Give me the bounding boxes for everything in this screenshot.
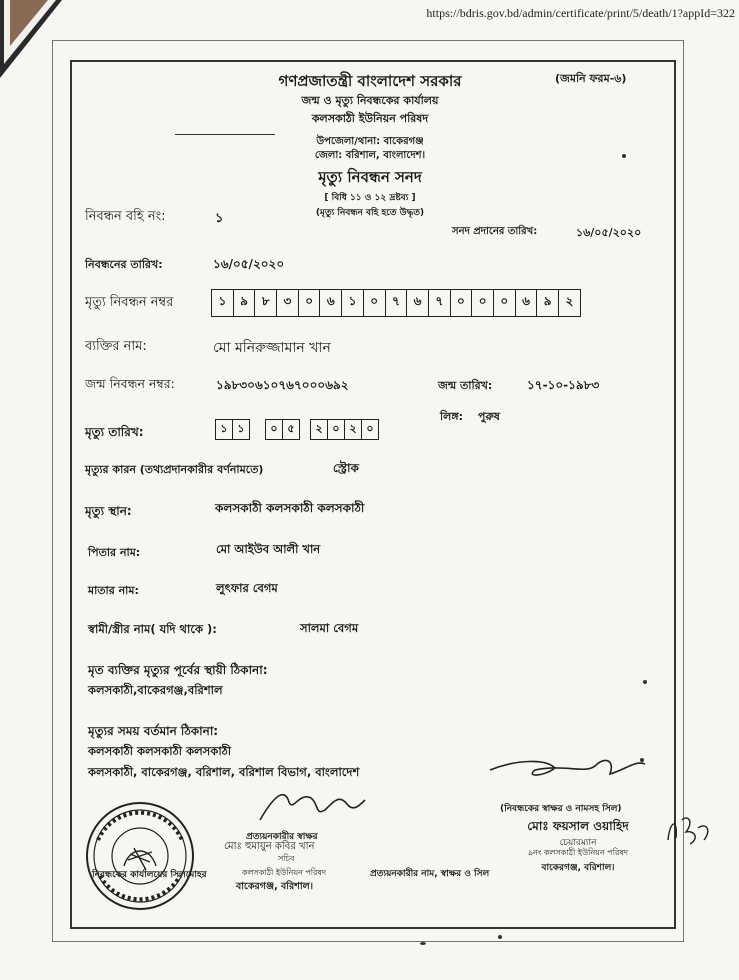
name-label: ব্যক্তির নাম:	[85, 339, 147, 354]
reg-digit: ২	[565, 294, 574, 308]
reg-digit: ৭	[386, 290, 408, 316]
speck	[640, 758, 644, 762]
date-digit: ০	[328, 420, 345, 439]
sex-label: লিঙ্গ:	[440, 410, 464, 423]
upazila: উপজেলা/থানা: বাকেরগঞ্জ	[316, 136, 424, 147]
reg-digit: ০	[451, 290, 473, 316]
register-book-label: নিবন্ধন বহি নং:	[85, 209, 166, 224]
death-reg-no-boxes	[211, 289, 581, 317]
register-book-value: ১	[215, 211, 224, 226]
mother-label: মাতার নাম:	[88, 584, 139, 597]
district: জেলা: বরিশাল, বাংলাদেশ।	[314, 150, 426, 161]
registrar-name: মোঃ ফয়সাল ওয়াহিদ	[527, 819, 629, 833]
union-parishad-name: কলসকাঠী ইউনিয়ন পরিষদ	[242, 868, 327, 877]
place-value: কলসকাঠী কলসকাঠী কলসকাঠী	[215, 501, 365, 515]
registrar-office: ৯নং কলসকাঠী ইউনিয়ন পরিষদ	[527, 848, 629, 857]
registrar-caption: (নিবন্ধকের স্বাক্ষর ও নামসহ সিল)	[500, 804, 622, 814]
date-digit: ০	[366, 422, 374, 435]
verifier-name: মোঃ হুমায়ুন কবির খান	[224, 841, 315, 852]
registration-date-value: ১৬/০৫/২০২০	[213, 257, 285, 271]
cause-label: মৃত্যুর কারন (তথ্যপ্রদানকারীর বর্ণনামতে)	[85, 463, 264, 476]
dob-value: ১৭-১০-১৯৮৩	[527, 378, 600, 392]
speck	[498, 935, 502, 939]
verifier-signature	[255, 782, 370, 827]
name-value: মো মনিরুজ্জামান খান	[213, 340, 331, 356]
father-label: পিতার নাম:	[88, 546, 141, 559]
issue-date-value: ১৬/০৫/২০২০	[576, 226, 642, 239]
registrar-title: চেয়ারম্যান	[559, 838, 597, 848]
office-seal-label: নিবন্ধকের কার্যালয়ের সিলমোহর	[92, 870, 207, 880]
reg-digit: ০	[364, 290, 386, 316]
present-address-label: মৃত্যুর সময় বর্তমান ঠিকানা:	[88, 724, 219, 738]
reg-digit: ৯	[234, 290, 256, 316]
dob-label: জন্ম তারিখ:	[438, 379, 493, 392]
mother-value: লুৎফার বেগম	[216, 581, 278, 595]
verifier-place: বাকেরগঞ্জ, বরিশাল।	[236, 881, 314, 892]
verifier-caption: প্রত্যয়নকারীর স্বাক্ষর	[246, 832, 318, 842]
registration-date-label: নিবন্ধনের তারিখ:	[85, 258, 163, 271]
speck	[622, 154, 626, 158]
present-address-line-1: কলসকাঠী কলসকাঠী কলসকাঠী	[88, 744, 232, 758]
sex-value: পুরুষ	[478, 410, 500, 423]
date-digit: ১	[216, 420, 233, 439]
reg-digit: ১	[212, 290, 234, 316]
office-line-1: জন্ম ও মৃত্যু নিবন্ধকের কার্যালয়	[301, 94, 439, 107]
death-reg-no-label: মৃত্যু নিবন্ধন নম্বর	[85, 295, 174, 310]
date-digit: ০	[266, 420, 283, 439]
death-year-boxes	[310, 419, 379, 440]
reg-digit: ০	[472, 290, 494, 316]
spouse-label: স্বামী/স্ত্রীর নাম( যদি থাকে ):	[88, 622, 217, 636]
permanent-address-value: কলসকাঠী,বাকেরগঞ্জ,বরিশাল	[88, 683, 223, 697]
date-digit: ২	[311, 420, 328, 439]
spouse-value: সালমা বেগম	[300, 621, 359, 635]
present-address-line-2: কলসকাঠী, বাকেরগঞ্জ, বরিশাল, বরিশাল বিভাগ, বাংলাদেশ	[88, 765, 360, 779]
death-day-boxes	[215, 419, 250, 440]
verifier-title: সচিব	[278, 854, 295, 863]
death-month-boxes	[265, 419, 300, 440]
permanent-address-label: মৃত ব্যক্তির মৃত্যুর পূর্বের স্থায়ী ঠিকানা:	[88, 663, 268, 677]
place-label: মৃত্যু স্থান:	[85, 504, 132, 518]
registrar-place: বাকেরগঞ্জ, বরিশাল।	[541, 863, 615, 873]
form-number: (জমনি ফরম-৬)	[555, 72, 627, 85]
rule-line	[175, 134, 275, 135]
father-value: মো আইউব আলী খান	[216, 542, 321, 556]
reg-digit: ৮	[255, 290, 277, 316]
rule-reference: [ বিধি ১১ ও ১২ দ্রষ্টব্য ]	[324, 193, 416, 203]
government-title: গণপ্রজাতন্ত্রী বাংলাদেশ সরকার	[278, 72, 462, 90]
date-digit: ২	[345, 420, 362, 439]
certificate-title: মৃত্যু নিবন্ধন সনদ	[318, 168, 422, 186]
verifier-stamp-label: প্রত্যয়নকারীর নাম, স্বাক্ষর ও সিল	[370, 869, 490, 879]
reg-digit: ৬	[407, 290, 429, 316]
death-date-label: মৃত্যু তারিখ:	[85, 425, 144, 439]
birth-reg-value: ১৯৮৩০৬১০৭৬৭০০০৬৯২	[216, 378, 349, 392]
issue-date-label: সনদ প্রদানের তারিখ:	[452, 226, 538, 237]
speck	[420, 942, 426, 945]
source-note: (মৃত্যু নিবন্ধন বহি হতে উদ্ধৃত)	[315, 208, 425, 218]
reg-digit: ১	[342, 290, 364, 316]
reg-digit: ৬	[516, 290, 538, 316]
reg-digit: ৭	[429, 290, 451, 316]
union-parishad-seal-icon	[84, 800, 196, 912]
reg-digit: ০	[299, 290, 321, 316]
cause-value: স্ট্রোক	[333, 461, 359, 475]
reg-digit: ৯	[537, 290, 559, 316]
print-url: https://bdris.gov.bd/admin/certificate/print/5/death/1?appId=322	[426, 6, 735, 20]
date-digit: ৫	[287, 422, 295, 435]
date-digit: ১	[237, 422, 245, 435]
birth-reg-label: জন্ম নিবন্ধন নম্বর:	[85, 376, 175, 391]
reg-digit: ৬	[320, 290, 342, 316]
registrar-initials	[660, 810, 720, 855]
speck	[643, 680, 647, 684]
registrar-signature	[485, 740, 650, 800]
reg-digit: ০	[494, 290, 516, 316]
office-line-2: কলসকাঠী ইউনিয়ন পরিষদ	[311, 112, 429, 125]
reg-digit: ৩	[277, 290, 299, 316]
